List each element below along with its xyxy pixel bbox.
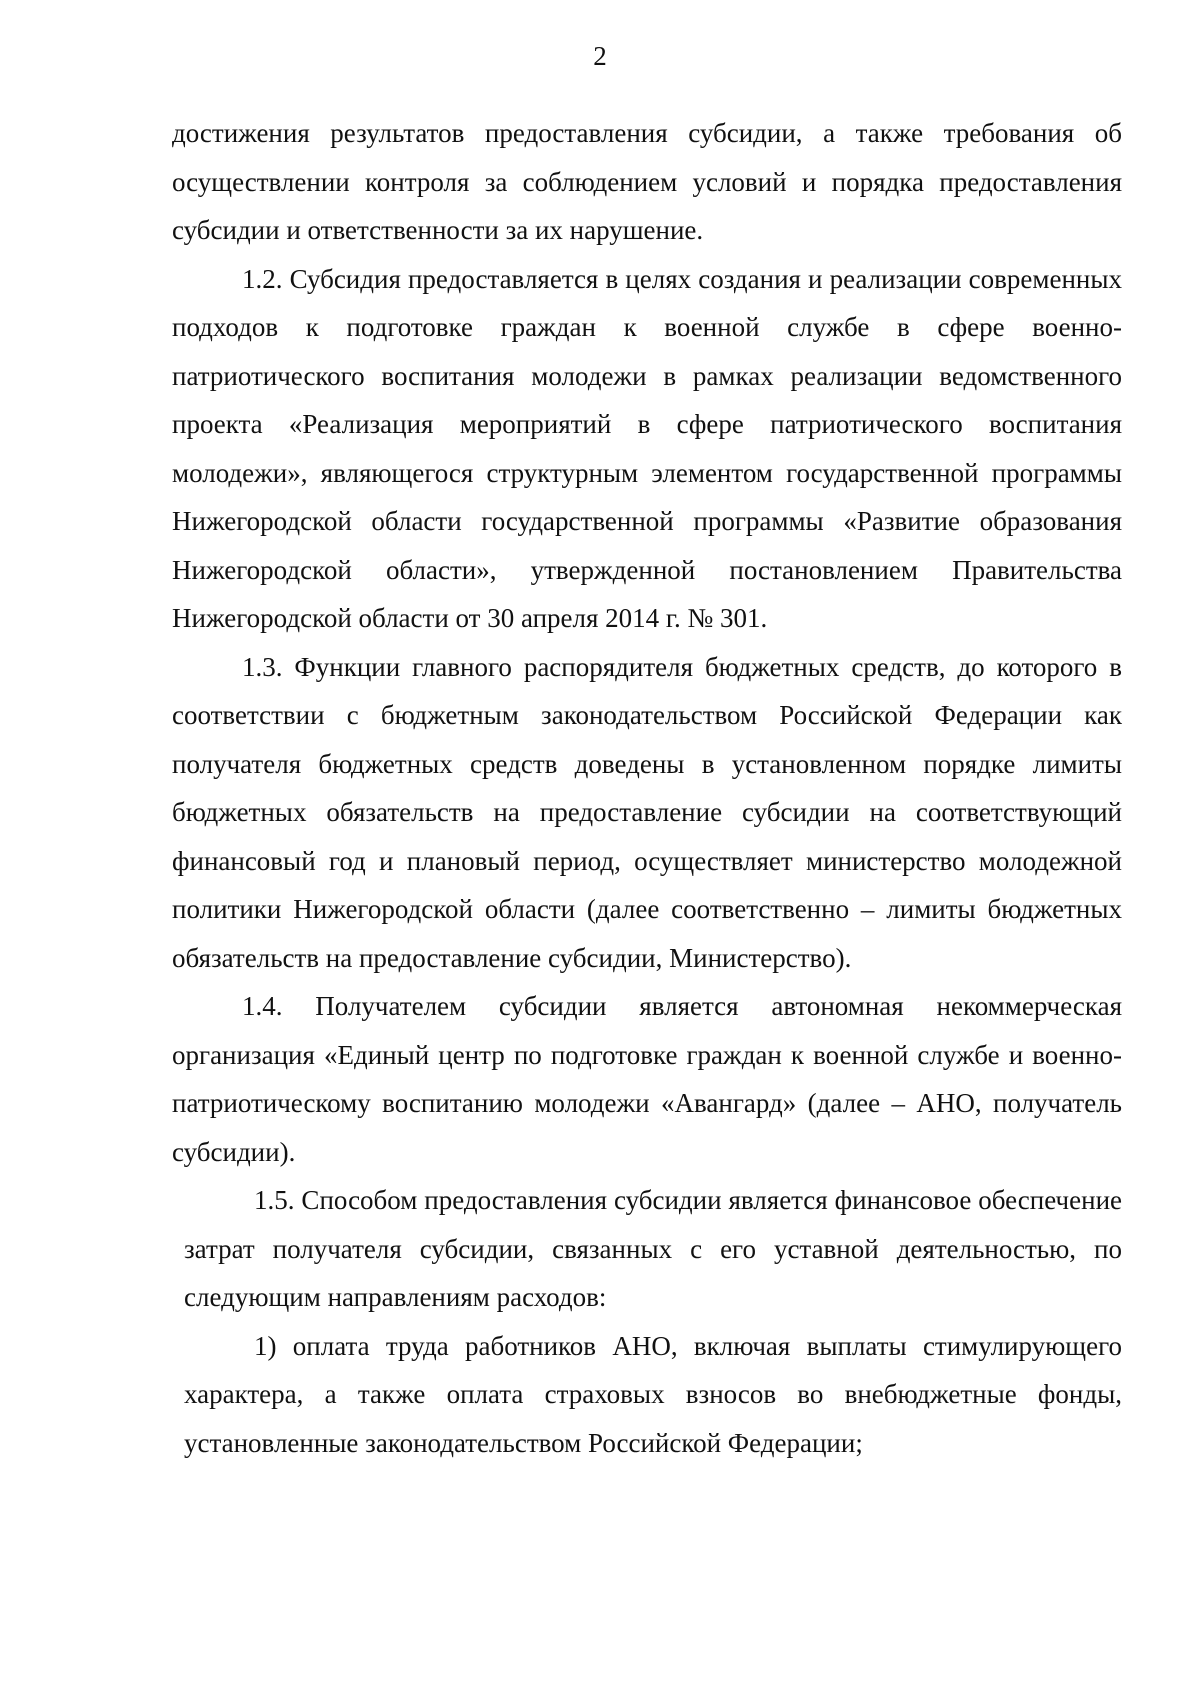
page-number: 2 [593, 41, 607, 71]
paragraph-1-5: 1.5. Способом предоставления субсидии является финансовое обеспечение затрат получателя субсидии, связанных с его уставной деятельностью, по следующим направлениям расходов: [184, 1185, 1122, 1312]
document-body [172, 109, 1122, 1467]
paragraph-1-5-item-1: 1) оплата труда работников АНО, включая выплаты стимулирующего характера, а также оплата страховых взносов во внебюджетные фонды, установленные законодательством Российской Федерации; [184, 1330, 1122, 1458]
paragraph-1-2: 1.2. Субсидия предоставляется в целях создания и реализации современных подходов к подготовке граждан к военной службе в сфере военно-патриотического воспитания молодежи в рамках реализации ведомственного проекта «Реализация мероприятий в сфере патриотического воспитания молодежи», являющегося структурным элементом государственной программы Нижегородской области государственной программы «Развитие образования Нижегородской области», утвержденной постановлением Правительства Нижегородской области от 30 апреля 2014 г. № 301. [172, 263, 1122, 633]
paragraph-1-4: 1.4. Получателем субсидии является автономная некоммерческая организация «Единый центр по подготовке граждан к военной службе и военно-патриотическому воспитанию молодежи «Авангард» (далее – АНО, получатель субсидии). [172, 991, 1122, 1167]
paragraph-continuation: достижения результатов предоставления субсидии, а также требования об осуществлении контроля за соблюдением условий и порядка предоставления субсидии и ответственности за их нарушение. [172, 118, 1122, 245]
paragraph-1-3: 1.3. Функции главного распорядителя бюджетных средств, до которого в соответствии с бюджетным законодательством Российской Федерации как получателя бюджетных средств доведены в установленном порядке лимиты бюджетных обязательств на предоставление субсидии на соответствующий финансовый год и плановый период, осуществляет министерство молодежной политики Нижегородской области (далее соответственно – лимиты бюджетных обязательств на предоставление субсидии, Министерство). [172, 651, 1122, 973]
